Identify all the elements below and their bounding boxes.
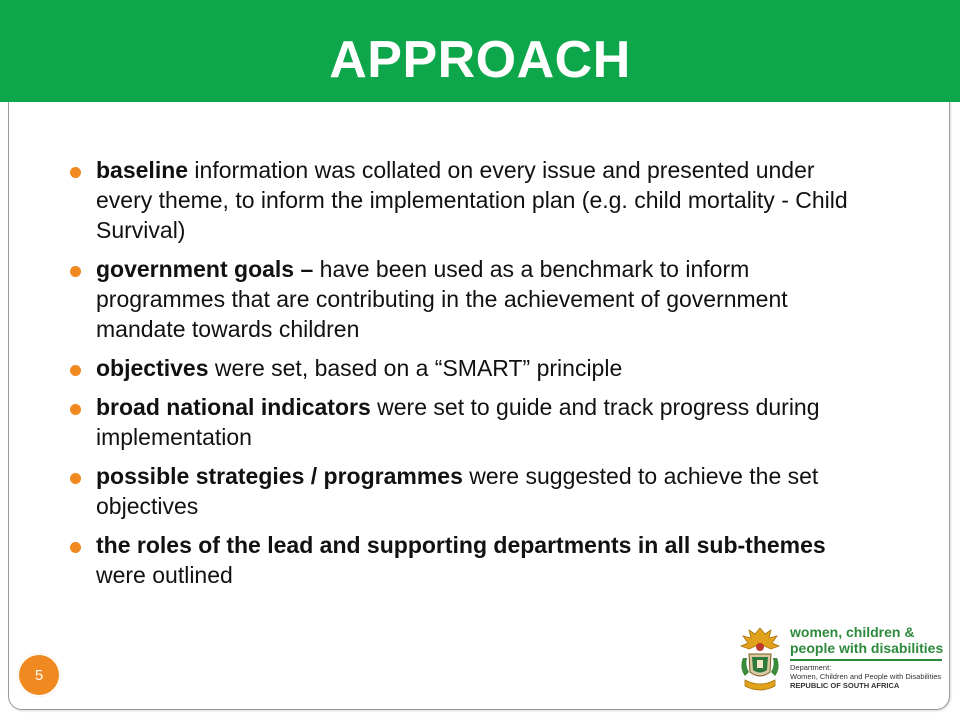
bullet-item — [70, 461, 870, 521]
bullet-list — [70, 155, 870, 599]
bullet-dot-icon — [70, 404, 81, 415]
bullet-item — [70, 155, 870, 245]
logo-dept-name: Women, Children and People with Disabilities — [790, 672, 942, 681]
bullet-text: were set to guide and track progress during implementation — [96, 394, 820, 450]
logo-line-2: people with disabilities — [790, 640, 944, 656]
bullet-bold-text: possible strategies / programmes — [96, 463, 463, 489]
bullet-text: information was collated on every issue and presented under every theme, to inform the implementation plan (e.g. child mortality - Child Survival) — [96, 157, 848, 243]
page-number-badge: 5 — [17, 653, 61, 697]
bullet-bold-text: the roles of the lead and supporting departments in all sub-themes — [96, 532, 826, 558]
bullet-bold-text: government goals – — [96, 256, 320, 282]
bullet-item — [70, 353, 870, 383]
bullet-item — [70, 254, 870, 344]
bullet-item — [70, 530, 870, 590]
coat-of-arms-icon — [735, 624, 785, 700]
logo-dept-label: Department: — [790, 663, 832, 672]
bullet-dot-icon — [70, 266, 81, 277]
slide-title: APPROACH — [329, 31, 631, 89]
logo-line-1: women, children & — [790, 624, 915, 640]
bullet-bold-text: baseline — [96, 157, 189, 183]
title-bar — [0, 0, 960, 102]
logo-country: REPUBLIC OF SOUTH AFRICA — [790, 681, 900, 690]
bullet-bold-text: objectives — [96, 355, 209, 381]
bullet-bold-text: broad national indicators — [96, 394, 371, 420]
bullet-text: were set, based on a “SMART” principle — [208, 355, 623, 381]
bullet-dot-icon — [70, 365, 81, 376]
bullet-dot-icon — [70, 167, 81, 178]
bullet-text: have been used as a benchmark to inform programmes that are contributing in the achievement of government mandate towards children — [96, 256, 788, 342]
department-logo — [735, 622, 947, 702]
bullet-item — [70, 392, 870, 452]
bullet-dot-icon — [70, 542, 81, 553]
bullet-text: were suggested to achieve the set objectives — [96, 463, 819, 519]
logo-divider — [790, 659, 942, 661]
bullet-text: were outlined — [96, 562, 233, 588]
bullet-dot-icon — [70, 473, 81, 484]
logo-text-block — [790, 624, 947, 690]
